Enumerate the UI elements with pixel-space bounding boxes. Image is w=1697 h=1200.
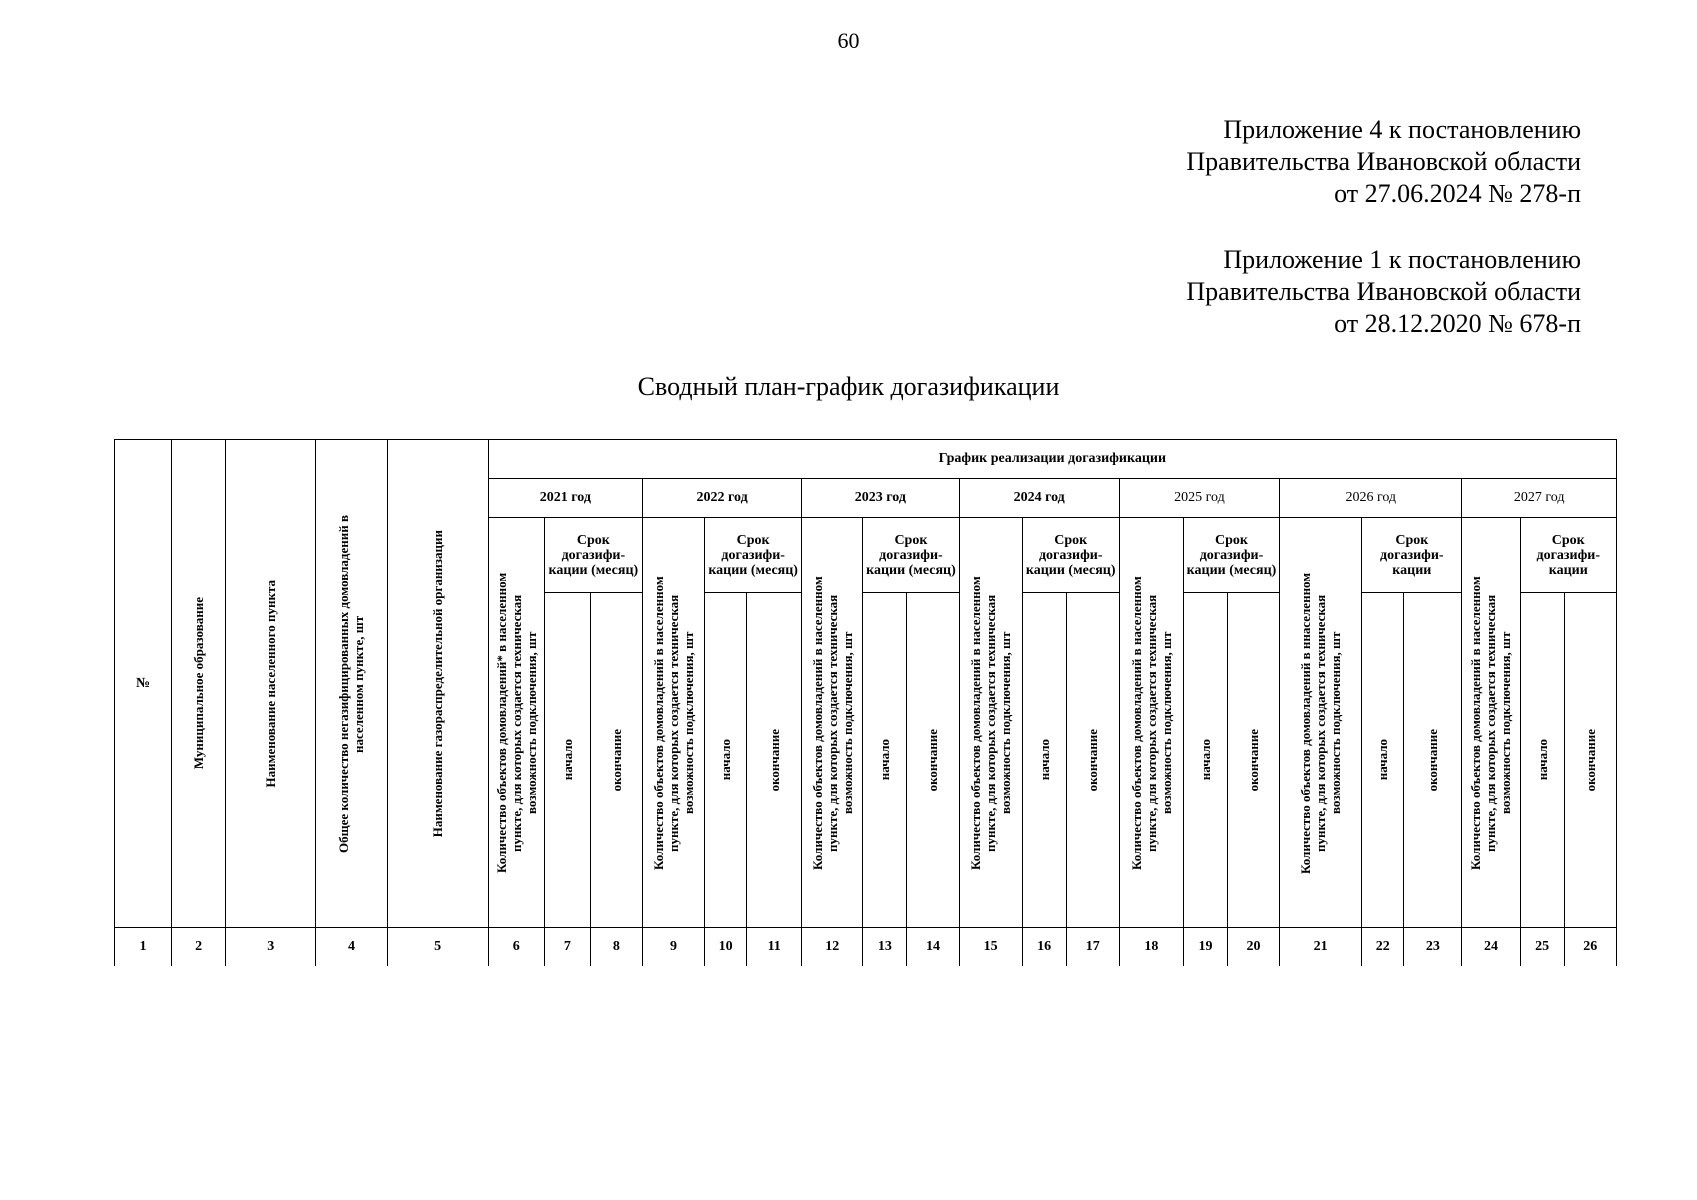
header-end-2023: [907, 593, 959, 928]
year-label: 2026 год: [1345, 490, 1397, 505]
header-end-2027: [1564, 593, 1616, 928]
header-gas-org-label: Наименование газораспределительной организации: [430, 529, 446, 838]
start-label: начало: [877, 739, 893, 781]
year-label: 2025 год: [1174, 490, 1225, 505]
header-start-2027: [1520, 593, 1564, 928]
appendix-current-line3: от 27.06.2024 № 278-п: [1334, 179, 1581, 208]
count-label: Количество объектов домовладений в ннаселенном пункте, для которых создается техническая возможность подключения, шт: [1298, 571, 1344, 874]
header-term-2023: [863, 518, 959, 593]
header-start-2023: [863, 593, 907, 928]
column-number: 24: [1462, 928, 1520, 967]
year-label: 2027 год: [1513, 490, 1565, 505]
header-count-2023: [802, 518, 863, 928]
header-start-2025: [1183, 593, 1227, 928]
start-label: начало: [1534, 739, 1550, 781]
term-label: Срок догазифи-кации (месяц): [866, 532, 956, 578]
header-end-2021: [590, 593, 642, 928]
appendix-original-line1: Приложение 1 к постановлению: [1223, 245, 1581, 274]
column-number: 11: [747, 928, 802, 967]
header-total-households: [316, 440, 387, 928]
column-number: 12: [802, 928, 863, 967]
year-label: 2021 год: [539, 490, 591, 505]
count-label: Количество объектов домовладений в населенном пункте, для которых создается техническая возможность подключения, шт: [1128, 575, 1174, 870]
header-start-2021: [544, 593, 590, 928]
column-number: 16: [1022, 928, 1066, 967]
header-start-2024: [1022, 593, 1066, 928]
header-term-2022: [705, 518, 802, 593]
start-label: начало: [1375, 739, 1391, 781]
header-count-2021: [488, 518, 544, 928]
count-label: Количество объектов домовладений* в населенном пункте, для которых создается техническая возможность подключения, шт: [493, 572, 539, 873]
appendix-original: [1186, 244, 1581, 340]
column-number: 14: [907, 928, 959, 967]
column-number: 5: [387, 928, 488, 967]
header-count-2025: [1119, 518, 1183, 928]
column-number: 3: [226, 928, 316, 967]
column-number: 7: [544, 928, 590, 967]
header-end-2022: [747, 593, 802, 928]
header-year-2025: [1119, 479, 1279, 518]
term-label: Срок догазифи-кации (месяц): [1025, 532, 1116, 578]
end-label: окончание: [1085, 728, 1101, 792]
column-number: 17: [1066, 928, 1119, 967]
column-number: 10: [705, 928, 747, 967]
start-label: начало: [559, 739, 575, 781]
term-label: Срок догазифи-кации (месяц): [548, 532, 639, 578]
count-label: Количество объектов домовладений в населенном пункте, для которых создается техническая возможность подключения, шт: [651, 575, 696, 870]
header-count-2026: [1280, 518, 1362, 928]
appendix-original-line2: Правительства Ивановской области: [1186, 277, 1581, 306]
column-number: 8: [590, 928, 642, 967]
header-count-2022: [642, 518, 704, 928]
header-schedule-label: График реализации догазификации: [938, 451, 1167, 466]
header-year-2021: [488, 479, 642, 518]
end-label: окончание: [608, 728, 624, 792]
appendix-original-line3: от 28.12.2020 № 678-п: [1334, 309, 1581, 338]
header-total-households-label: Общее количество негазифицированных домовладений в населенном пункте, шт: [336, 514, 367, 853]
header-start-2022: [705, 593, 747, 928]
plan-table-container: [114, 439, 1617, 966]
column-number: 25: [1520, 928, 1564, 967]
header-term-2026: [1362, 518, 1462, 593]
end-label: окончание: [1246, 728, 1262, 792]
column-number: 18: [1119, 928, 1183, 967]
column-number: 9: [642, 928, 704, 967]
header-year-2022: [642, 479, 801, 518]
header-term-2025: [1183, 518, 1279, 593]
column-number: 20: [1227, 928, 1279, 967]
term-label: Срок догазифи-кации (месяц): [708, 532, 798, 578]
year-label: 2022 год: [696, 490, 748, 505]
column-number: 22: [1362, 928, 1404, 967]
column-number: 21: [1280, 928, 1362, 967]
term-label: Срок догазифи-кации: [1380, 532, 1444, 578]
column-number: 13: [863, 928, 907, 967]
start-label: начало: [718, 739, 734, 781]
column-number: 23: [1404, 928, 1462, 967]
document-title: Сводный план-график догазификации: [637, 372, 1060, 401]
column-number: 6: [488, 928, 544, 967]
year-label: 2024 год: [1013, 490, 1065, 505]
appendix-current-line1: Приложение 4 к постановлению: [1223, 115, 1581, 144]
header-year-2023: [802, 479, 959, 518]
header-municipality: [172, 440, 226, 928]
header-settlement: [226, 440, 316, 928]
column-number: 4: [316, 928, 387, 967]
header-term-2021: [544, 518, 642, 593]
header-year-2024: [959, 479, 1119, 518]
header-count-2024: [959, 518, 1022, 928]
header-term-2024: [1022, 518, 1119, 593]
end-label: окончание: [1582, 728, 1598, 792]
end-label: окончание: [925, 728, 941, 792]
appendix-current: [1186, 114, 1581, 210]
header-term-2027: [1520, 518, 1616, 593]
term-label: Срок догазифи-кации (месяц): [1186, 532, 1277, 578]
count-label: Количество объектов домовладений в населенном пункте, для которых создается техническая возможность подключения, шт: [968, 575, 1014, 870]
appendix-current-line2: Правительства Ивановской области: [1186, 147, 1581, 176]
year-label: 2023 год: [854, 490, 906, 505]
term-label: Срок догазифи-кации: [1536, 532, 1601, 578]
header-end-2026: [1404, 593, 1462, 928]
start-label: начало: [1036, 739, 1052, 781]
count-label: Количество объектов домовладений в населенном пункте, для которых создается техническая возможность подключения, шт: [809, 575, 855, 870]
column-number: 1: [115, 928, 172, 967]
header-end-2024: [1066, 593, 1119, 928]
header-settlement-label: Наименование населенного пункта: [263, 579, 279, 788]
header-year-2026: [1280, 479, 1462, 518]
column-number: 26: [1564, 928, 1616, 967]
end-label: окончание: [1425, 728, 1441, 792]
column-number: 19: [1183, 928, 1227, 967]
header-schedule: [488, 440, 1616, 479]
header-year-2027: [1462, 479, 1617, 518]
column-number: 2: [172, 928, 226, 967]
header-number: [115, 440, 172, 928]
count-label: Количество объектов домовладений в населенном пункте, для которых создается техническая возможность подключения, шт: [1468, 575, 1514, 870]
header-end-2025: [1227, 593, 1279, 928]
header-number-label: №: [136, 675, 151, 691]
start-label: начало: [1197, 739, 1213, 781]
page-number: 60: [837, 28, 860, 53]
plan-table: [114, 439, 1617, 966]
header-count-2027: [1462, 518, 1520, 928]
header-start-2026: [1362, 593, 1404, 928]
column-number-row: [115, 928, 1617, 967]
column-number: 15: [959, 928, 1022, 967]
end-label: окончание: [766, 728, 782, 792]
header-municipality-label: Муниципальное образование: [191, 597, 207, 770]
header-gas-org: [387, 440, 488, 928]
